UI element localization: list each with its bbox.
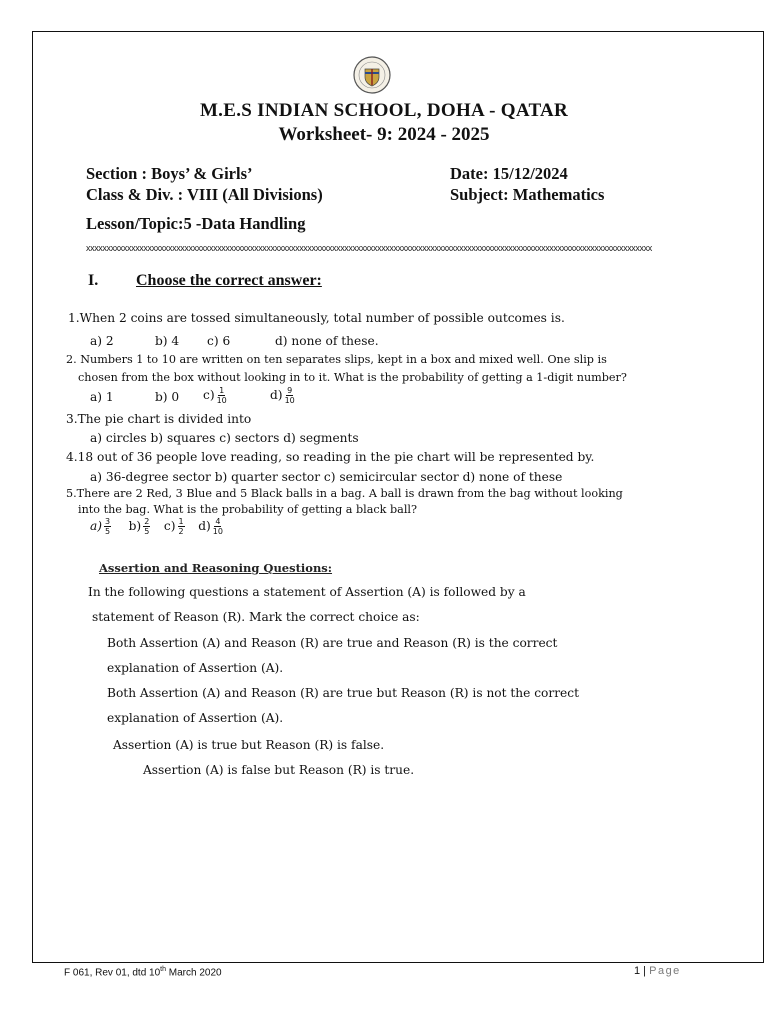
q1-option-a: a) 2 — [90, 334, 114, 348]
date-label: Date: 15/12/2024 — [450, 164, 568, 183]
assertion-option-2b: explanation of Assertion (A). — [107, 711, 284, 725]
school-name: M.E.S INDIAN SCHOOL, DOHA - QATAR — [199, 100, 569, 121]
question-4: 4.18 out of 36 people love reading, so reading in the pie chart will be represented by. — [66, 450, 595, 464]
assertion-option-4: Assertion (A) is false but Reason (R) is true. — [143, 763, 415, 777]
fraction: $\frac{1}{10}$ — [216, 386, 227, 405]
question-1: 1.When 2 coins are tossed simultaneously, total number of possible outcomes is. — [68, 311, 565, 325]
q1-option-d: d) none of these. — [275, 334, 379, 348]
question-5-line2: into the bag. What is the probability of getting a black ball? — [78, 503, 418, 516]
page-number: 1 | Page — [634, 965, 681, 977]
section-title: Choose the correct answer: — [136, 272, 322, 289]
school-logo — [352, 55, 392, 95]
separator-line: xxxxxxxxxxxxxxxxxxxxxxxxxxxxxxxxxxxxxxxxxxxxxxxxxxxxxxxxxxxxxxxxxxxxxxxxxxxxxxxxxxxxxxxxxxxxxxxxxxxxxxxxxxxxxxxxxxxxxxxxxxxxxxxxxxxxxxxxxx — [86, 243, 652, 253]
fraction: $\frac{1}{2}$ — [178, 517, 184, 536]
section-numeral: I. — [88, 272, 99, 289]
assertion-option-1b: explanation of Assertion (A). — [107, 661, 284, 675]
fraction: $\frac{2}{5}$ — [144, 517, 150, 536]
lesson-topic: Lesson/Topic:5 -Data Handling — [86, 214, 306, 233]
q1-option-c: c) 6 — [207, 334, 231, 348]
assertion-intro-1: In the following questions a statement of Assertion (A) is followed by a — [88, 585, 526, 599]
section-label: Section : Boys’ & Girls’ — [86, 164, 253, 183]
assertion-intro-2: statement of Reason (R). Mark the correct choice as: — [92, 610, 420, 624]
q2-option-c: c) $\frac{1}{10}$ — [203, 386, 227, 405]
fraction: $\frac{3}{5}$ — [105, 517, 111, 536]
q1-option-b: b) 4 — [155, 334, 180, 348]
assertion-option-1a: Both Assertion (A) and Reason (R) are true and Reason (R) is the correct — [107, 636, 558, 650]
q4-options: a) 36-degree sector b) quarter sector c) semicircular sector d) none of these — [90, 470, 563, 484]
assertion-option-3: Assertion (A) is true but Reason (R) is false. — [113, 738, 385, 752]
question-2-line2: chosen from the box without looking in to it. What is the probability of getting a 1-digit number? — [78, 371, 627, 384]
class-division: Class & Div. : VIII (All Divisions) — [86, 185, 323, 204]
form-code: F 061, Rev 01, dtd 10th March 2020 — [64, 966, 222, 979]
fraction: $\frac{9}{10}$ — [284, 386, 295, 405]
question-2-line1: 2. Numbers 1 to 10 are written on ten separates slips, kept in a box and mixed well. One slip is — [66, 353, 607, 366]
q2-option-d: d) $\frac{9}{10}$ — [270, 386, 295, 405]
q5-options: a) $\frac{3}{5}$ b) $\frac{2}{5}$ c) $\frac{1}{2}$ d) $\frac{4}{10}$ — [90, 517, 223, 536]
assertion-title: Assertion and Reasoning Questions: — [99, 561, 333, 575]
subject-label: Subject: Mathematics — [450, 185, 605, 204]
q2-option-b: b) 0 — [155, 390, 180, 404]
question-3: 3.The pie chart is divided into — [66, 412, 252, 426]
q2-option-a: a) 1 — [90, 390, 114, 404]
q3-options: a) circles b) squares c) sectors d) segments — [90, 431, 359, 445]
fraction: $\frac{4}{10}$ — [212, 517, 223, 536]
question-5-line1: 5.There are 2 Red, 3 Blue and 5 Black balls in a bag. A ball is drawn from the bag without looking — [66, 487, 623, 500]
worksheet-title: Worksheet- 9: 2024 - 2025 — [278, 124, 490, 145]
assertion-option-2a: Both Assertion (A) and Reason (R) are true but Reason (R) is not the correct — [107, 686, 579, 700]
